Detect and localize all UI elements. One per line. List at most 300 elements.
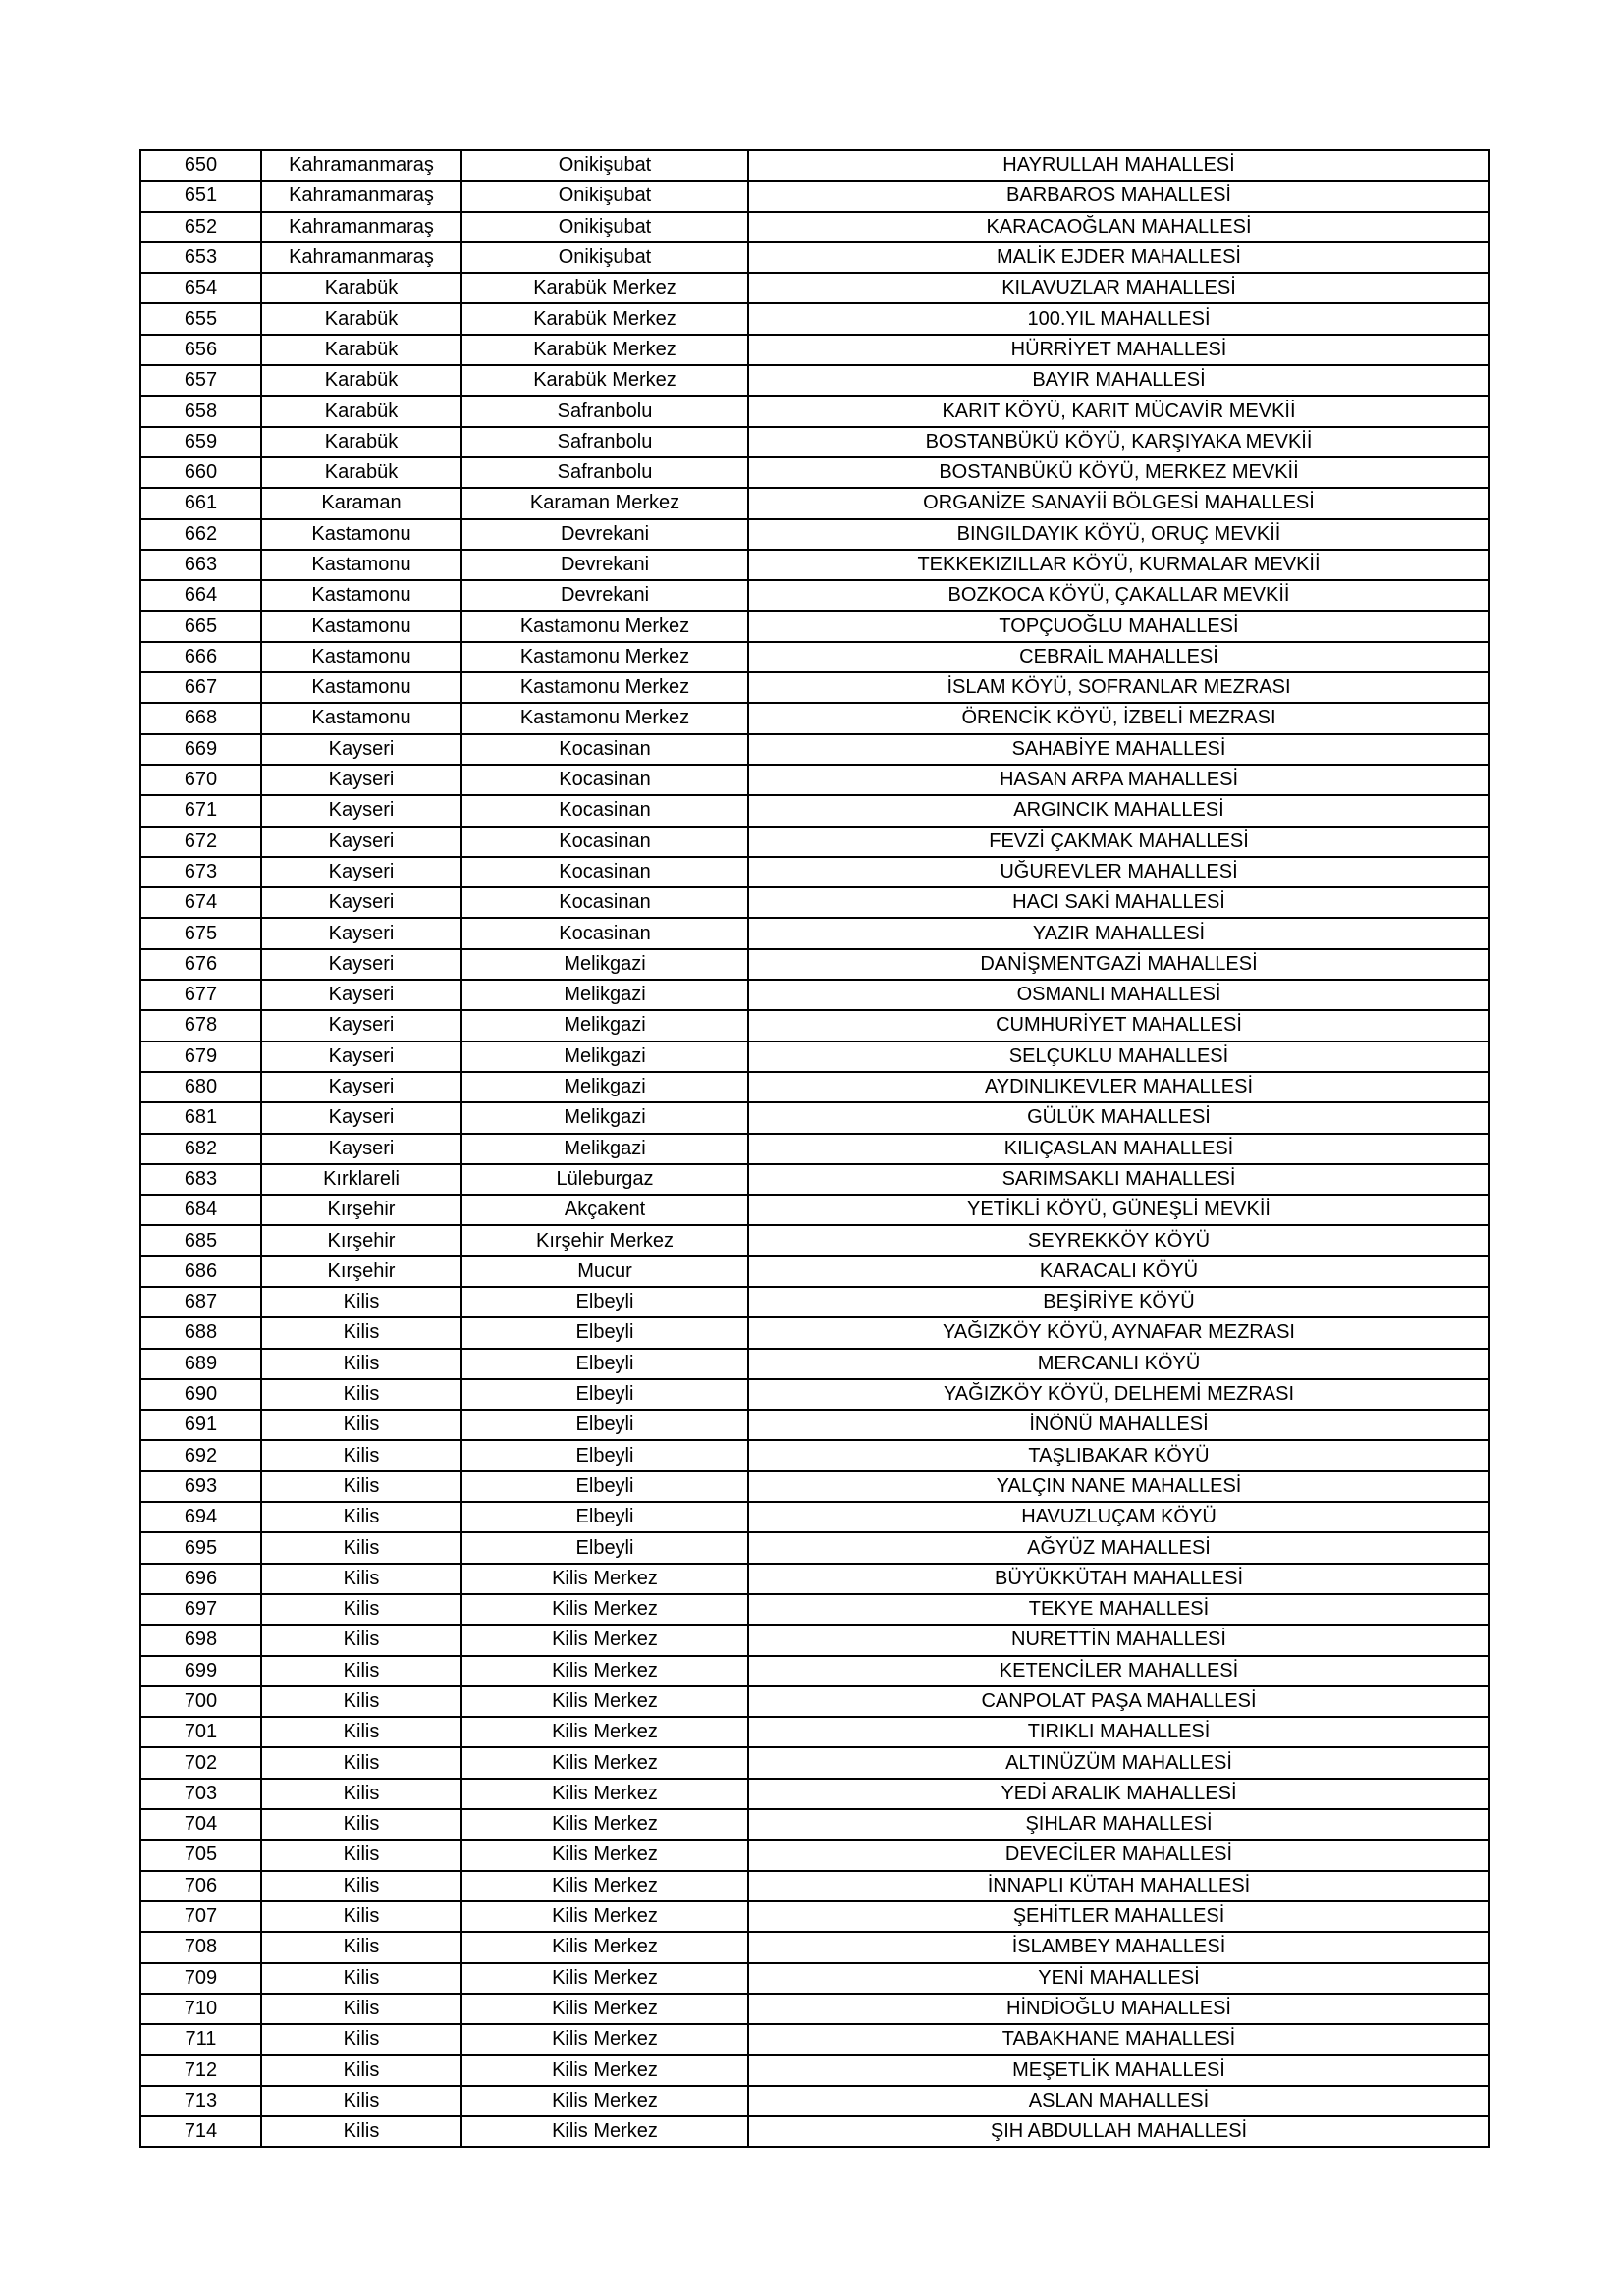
table-row: [140, 335, 1489, 365]
province-cell: Kilis: [261, 1994, 461, 2024]
row-number-cell: 659: [140, 427, 261, 457]
table-row: [140, 1072, 1489, 1102]
province-cell: Karabük: [261, 365, 461, 396]
location-cell: ALTINÜZÜM MAHALLESİ: [748, 1747, 1489, 1778]
row-number-cell: 665: [140, 611, 261, 641]
district-cell: Lüleburgaz: [461, 1164, 748, 1195]
district-cell: Onikişubat: [461, 242, 748, 273]
district-cell: Kilis Merkez: [461, 1871, 748, 1901]
district-cell: Kilis Merkez: [461, 2116, 748, 2147]
table-row: [140, 550, 1489, 580]
province-cell: Kayseri: [261, 887, 461, 918]
location-cell: İNÖNÜ MAHALLESİ: [748, 1410, 1489, 1440]
row-number-cell: 713: [140, 2086, 261, 2116]
district-cell: Kilis Merkez: [461, 1963, 748, 1994]
location-cell: ŞIH ABDULLAH MAHALLESİ: [748, 2116, 1489, 2147]
province-cell: Kilis: [261, 1440, 461, 1470]
row-number-cell: 696: [140, 1564, 261, 1594]
province-cell: Kilis: [261, 1686, 461, 1717]
row-number-cell: 669: [140, 734, 261, 765]
district-cell: Devrekani: [461, 550, 748, 580]
row-number-cell: 681: [140, 1102, 261, 1133]
district-cell: Kilis Merkez: [461, 1564, 748, 1594]
table-row: [140, 1901, 1489, 1932]
district-cell: Kocasinan: [461, 734, 748, 765]
district-cell: Kilis Merkez: [461, 1779, 748, 1809]
row-number-cell: 685: [140, 1225, 261, 1255]
province-cell: Kayseri: [261, 1102, 461, 1133]
row-number-cell: 661: [140, 488, 261, 518]
row-number-cell: 674: [140, 887, 261, 918]
province-cell: Kayseri: [261, 1134, 461, 1164]
table-row: [140, 1502, 1489, 1532]
row-number-cell: 703: [140, 1779, 261, 1809]
table-row: [140, 2024, 1489, 2055]
table-row: [140, 611, 1489, 641]
location-cell: HAVUZLUÇAM KÖYÜ: [748, 1502, 1489, 1532]
district-cell: Kilis Merkez: [461, 1686, 748, 1717]
table-row: [140, 1134, 1489, 1164]
table-row: [140, 1932, 1489, 1962]
location-cell: TEKKEKIZILLAR KÖYÜ, KURMALAR MEVKİİ: [748, 550, 1489, 580]
table-row: [140, 212, 1489, 242]
location-cell: HÜRRİYET MAHALLESİ: [748, 335, 1489, 365]
province-cell: Kayseri: [261, 1072, 461, 1102]
district-cell: Melikgazi: [461, 1072, 748, 1102]
province-cell: Kahramanmaraş: [261, 212, 461, 242]
table-row: [140, 827, 1489, 857]
location-cell: ÖRENCİK KÖYÜ, İZBELİ MEZRASI: [748, 703, 1489, 733]
row-number-cell: 671: [140, 795, 261, 826]
location-cell: YAĞIZKÖY KÖYÜ, AYNAFAR MEZRASI: [748, 1317, 1489, 1348]
row-number-cell: 701: [140, 1717, 261, 1747]
district-cell: Elbeyli: [461, 1502, 748, 1532]
location-cell: İSLAM KÖYÜ, SOFRANLAR MEZRASI: [748, 672, 1489, 703]
location-cell: DANİŞMENTGAZİ MAHALLESİ: [748, 949, 1489, 980]
table-row: [140, 1440, 1489, 1470]
row-number-cell: 706: [140, 1871, 261, 1901]
district-cell: Karabük Merkez: [461, 303, 748, 334]
district-cell: Kocasinan: [461, 795, 748, 826]
table-row: [140, 242, 1489, 273]
province-cell: Kilis: [261, 1779, 461, 1809]
location-cell: TABAKHANE MAHALLESİ: [748, 2024, 1489, 2055]
location-cell: BINGILDAYIK KÖYÜ, ORUÇ MEVKİİ: [748, 519, 1489, 550]
province-cell: Kahramanmaraş: [261, 150, 461, 181]
district-cell: Kilis Merkez: [461, 1932, 748, 1962]
location-cell: BOSTANBÜKÜ KÖYÜ, KARŞIYAKA MEVKİİ: [748, 427, 1489, 457]
table-row: [140, 1594, 1489, 1625]
table-row: [140, 1349, 1489, 1379]
row-number-cell: 678: [140, 1010, 261, 1041]
table-row: [140, 1317, 1489, 1348]
province-cell: Kilis: [261, 2024, 461, 2055]
province-cell: Karabük: [261, 303, 461, 334]
location-cell: SEYREKKÖY KÖYÜ: [748, 1225, 1489, 1255]
province-cell: Karabük: [261, 457, 461, 488]
province-cell: Kayseri: [261, 918, 461, 948]
province-cell: Kilis: [261, 2086, 461, 2116]
row-number-cell: 710: [140, 1994, 261, 2024]
table-row: [140, 734, 1489, 765]
row-number-cell: 672: [140, 827, 261, 857]
location-cell: CANPOLAT PAŞA MAHALLESİ: [748, 1686, 1489, 1717]
district-cell: Kilis Merkez: [461, 1625, 748, 1655]
province-cell: Kilis: [261, 1871, 461, 1901]
table-row: [140, 857, 1489, 887]
table-row: [140, 1471, 1489, 1502]
row-number-cell: 709: [140, 1963, 261, 1994]
district-cell: Karaman Merkez: [461, 488, 748, 518]
table-row: [140, 580, 1489, 611]
row-number-cell: 656: [140, 335, 261, 365]
row-number-cell: 652: [140, 212, 261, 242]
location-cell: BOZKOCA KÖYÜ, ÇAKALLAR MEVKİİ: [748, 580, 1489, 611]
district-cell: Elbeyli: [461, 1379, 748, 1410]
location-cell: YETİKLİ KÖYÜ, GÜNEŞLİ MEVKİİ: [748, 1195, 1489, 1225]
location-cell: 100.YIL MAHALLESİ: [748, 303, 1489, 334]
location-cell: TAŞLIBAKAR KÖYÜ: [748, 1440, 1489, 1470]
location-cell: HİNDİOĞLU MAHALLESİ: [748, 1994, 1489, 2024]
row-number-cell: 707: [140, 1901, 261, 1932]
location-cell: SARIMSAKLI MAHALLESİ: [748, 1164, 1489, 1195]
row-number-cell: 688: [140, 1317, 261, 1348]
province-cell: Kilis: [261, 1594, 461, 1625]
table-row: [140, 2055, 1489, 2085]
location-cell: İNNAPLI KÜTAH MAHALLESİ: [748, 1871, 1489, 1901]
row-number-cell: 705: [140, 1840, 261, 1870]
row-number-cell: 660: [140, 457, 261, 488]
table-row: [140, 1379, 1489, 1410]
province-cell: Kilis: [261, 1901, 461, 1932]
district-cell: Kilis Merkez: [461, 1901, 748, 1932]
row-number-cell: 680: [140, 1072, 261, 1102]
row-number-cell: 653: [140, 242, 261, 273]
district-cell: Elbeyli: [461, 1287, 748, 1317]
table-row: [140, 1871, 1489, 1901]
row-number-cell: 655: [140, 303, 261, 334]
province-cell: Kırşehir: [261, 1225, 461, 1255]
province-cell: Kilis: [261, 1287, 461, 1317]
table-row: [140, 1410, 1489, 1440]
province-cell: Kilis: [261, 1349, 461, 1379]
table-row: [140, 1102, 1489, 1133]
district-cell: Kastamonu Merkez: [461, 703, 748, 733]
table-row: [140, 396, 1489, 426]
location-cell: AĞYÜZ MAHALLESİ: [748, 1532, 1489, 1563]
province-cell: Kayseri: [261, 795, 461, 826]
province-cell: Kilis: [261, 1317, 461, 1348]
district-cell: Onikişubat: [461, 181, 748, 211]
table-body: [140, 150, 1489, 2147]
district-cell: Melikgazi: [461, 1041, 748, 1072]
row-number-cell: 695: [140, 1532, 261, 1563]
province-cell: Kayseri: [261, 1041, 461, 1072]
table-row: [140, 457, 1489, 488]
province-cell: Kahramanmaraş: [261, 181, 461, 211]
table-row: [140, 1717, 1489, 1747]
row-number-cell: 702: [140, 1747, 261, 1778]
row-number-cell: 708: [140, 1932, 261, 1962]
row-number-cell: 654: [140, 273, 261, 303]
table-row: [140, 2086, 1489, 2116]
row-number-cell: 670: [140, 765, 261, 795]
row-number-cell: 691: [140, 1410, 261, 1440]
location-cell: BAYIR MAHALLESİ: [748, 365, 1489, 396]
location-cell: HAYRULLAH MAHALLESİ: [748, 150, 1489, 181]
row-number-cell: 662: [140, 519, 261, 550]
location-cell: KARACAOĞLAN MAHALLESİ: [748, 212, 1489, 242]
row-number-cell: 683: [140, 1164, 261, 1195]
location-cell: HASAN ARPA MAHALLESİ: [748, 765, 1489, 795]
district-cell: Karabük Merkez: [461, 273, 748, 303]
row-number-cell: 663: [140, 550, 261, 580]
district-cell: Elbeyli: [461, 1410, 748, 1440]
province-cell: Kilis: [261, 1410, 461, 1440]
row-number-cell: 690: [140, 1379, 261, 1410]
location-cell: BOSTANBÜKÜ KÖYÜ, MERKEZ MEVKİİ: [748, 457, 1489, 488]
province-cell: Kilis: [261, 2055, 461, 2085]
table-row: [140, 1686, 1489, 1717]
table-row: [140, 1779, 1489, 1809]
row-number-cell: 668: [140, 703, 261, 733]
province-cell: Kastamonu: [261, 611, 461, 641]
district-cell: Elbeyli: [461, 1349, 748, 1379]
table-row: [140, 795, 1489, 826]
location-cell: ŞIHLAR MAHALLESİ: [748, 1809, 1489, 1840]
table-row: [140, 365, 1489, 396]
table-row: [140, 181, 1489, 211]
table-row: [140, 1256, 1489, 1287]
table-row: [140, 519, 1489, 550]
province-cell: Kilis: [261, 1656, 461, 1686]
row-number-cell: 692: [140, 1440, 261, 1470]
district-cell: Kilis Merkez: [461, 1994, 748, 2024]
table-row: [140, 1225, 1489, 1255]
row-number-cell: 699: [140, 1656, 261, 1686]
district-cell: Kilis Merkez: [461, 1717, 748, 1747]
table-row: [140, 765, 1489, 795]
row-number-cell: 679: [140, 1041, 261, 1072]
district-cell: Kilis Merkez: [461, 2024, 748, 2055]
province-cell: Karabük: [261, 396, 461, 426]
location-cell: SAHABİYE MAHALLESİ: [748, 734, 1489, 765]
district-cell: Kilis Merkez: [461, 2086, 748, 2116]
district-cell: Kilis Merkez: [461, 1747, 748, 1778]
province-cell: Kilis: [261, 1809, 461, 1840]
table-row: [140, 918, 1489, 948]
location-cell: YENİ MAHALLESİ: [748, 1963, 1489, 1994]
location-cell: TIRIKLI MAHALLESİ: [748, 1717, 1489, 1747]
province-cell: Karaman: [261, 488, 461, 518]
province-cell: Kilis: [261, 1502, 461, 1532]
province-cell: Kırşehir: [261, 1195, 461, 1225]
location-cell: FEVZİ ÇAKMAK MAHALLESİ: [748, 827, 1489, 857]
location-cell: UĞUREVLER MAHALLESİ: [748, 857, 1489, 887]
row-number-cell: 686: [140, 1256, 261, 1287]
province-cell: Kastamonu: [261, 550, 461, 580]
table-row: [140, 1963, 1489, 1994]
row-number-cell: 714: [140, 2116, 261, 2147]
table-row: [140, 1747, 1489, 1778]
province-cell: Kilis: [261, 1379, 461, 1410]
table-row: [140, 2116, 1489, 2147]
location-cell: GÜLÜK MAHALLESİ: [748, 1102, 1489, 1133]
row-number-cell: 651: [140, 181, 261, 211]
row-number-cell: 677: [140, 980, 261, 1010]
district-cell: Kilis Merkez: [461, 2055, 748, 2085]
table-row: [140, 1564, 1489, 1594]
location-cell: MALİK EJDER MAHALLESİ: [748, 242, 1489, 273]
district-cell: Karabük Merkez: [461, 335, 748, 365]
location-cell: YALÇIN NANE MAHALLESİ: [748, 1471, 1489, 1502]
location-cell: İSLAMBEY MAHALLESİ: [748, 1932, 1489, 1962]
table-row: [140, 1625, 1489, 1655]
province-cell: Kayseri: [261, 980, 461, 1010]
location-cell: AYDINLIKEVLER MAHALLESİ: [748, 1072, 1489, 1102]
province-cell: Kilis: [261, 1564, 461, 1594]
location-cell: TEKYE MAHALLESİ: [748, 1594, 1489, 1625]
row-number-cell: 694: [140, 1502, 261, 1532]
district-cell: Kilis Merkez: [461, 1594, 748, 1625]
row-number-cell: 684: [140, 1195, 261, 1225]
table-row: [140, 887, 1489, 918]
district-cell: Kırşehir Merkez: [461, 1225, 748, 1255]
location-cell: KARACALI KÖYÜ: [748, 1256, 1489, 1287]
row-number-cell: 704: [140, 1809, 261, 1840]
district-cell: Elbeyli: [461, 1471, 748, 1502]
district-cell: Melikgazi: [461, 1010, 748, 1041]
row-number-cell: 700: [140, 1686, 261, 1717]
province-cell: Kastamonu: [261, 519, 461, 550]
table-row: [140, 1010, 1489, 1041]
district-cell: Kastamonu Merkez: [461, 611, 748, 641]
district-cell: Akçakent: [461, 1195, 748, 1225]
row-number-cell: 664: [140, 580, 261, 611]
district-cell: Kilis Merkez: [461, 1809, 748, 1840]
table-row: [140, 1656, 1489, 1686]
district-cell: Safranbolu: [461, 457, 748, 488]
location-cell: ŞEHİTLER MAHALLESİ: [748, 1901, 1489, 1932]
province-cell: Kilis: [261, 1747, 461, 1778]
location-cell: MERCANLI KÖYÜ: [748, 1349, 1489, 1379]
location-table: [139, 149, 1490, 2148]
location-cell: CEBRAİL MAHALLESİ: [748, 642, 1489, 672]
table-row: [140, 1041, 1489, 1072]
location-cell: TOPÇUOĞLU MAHALLESİ: [748, 611, 1489, 641]
district-cell: Elbeyli: [461, 1532, 748, 1563]
row-number-cell: 711: [140, 2024, 261, 2055]
location-cell: MEŞETLİK MAHALLESİ: [748, 2055, 1489, 2085]
district-cell: Kastamonu Merkez: [461, 672, 748, 703]
province-cell: Kastamonu: [261, 672, 461, 703]
district-cell: Onikişubat: [461, 212, 748, 242]
district-cell: Elbeyli: [461, 1440, 748, 1470]
table-row: [140, 488, 1489, 518]
location-cell: YAĞIZKÖY KÖYÜ, DELHEMİ MEZRASI: [748, 1379, 1489, 1410]
district-cell: Devrekani: [461, 580, 748, 611]
table-row: [140, 949, 1489, 980]
row-number-cell: 697: [140, 1594, 261, 1625]
table-row: [140, 1994, 1489, 2024]
location-cell: HACI SAKİ MAHALLESİ: [748, 887, 1489, 918]
district-cell: Kocasinan: [461, 827, 748, 857]
location-cell: KILIÇASLAN MAHALLESİ: [748, 1134, 1489, 1164]
district-cell: Kocasinan: [461, 918, 748, 948]
district-cell: Melikgazi: [461, 1134, 748, 1164]
table-row: [140, 980, 1489, 1010]
province-cell: Kayseri: [261, 949, 461, 980]
district-cell: Mucur: [461, 1256, 748, 1287]
province-cell: Kırklareli: [261, 1164, 461, 1195]
location-cell: SELÇUKLU MAHALLESİ: [748, 1041, 1489, 1072]
district-cell: Devrekani: [461, 519, 748, 550]
province-cell: Kilis: [261, 1717, 461, 1747]
district-cell: Melikgazi: [461, 980, 748, 1010]
location-cell: BARBAROS MAHALLESİ: [748, 181, 1489, 211]
district-cell: Kocasinan: [461, 887, 748, 918]
table-row: [140, 1164, 1489, 1195]
row-number-cell: 658: [140, 396, 261, 426]
province-cell: Kayseri: [261, 827, 461, 857]
row-number-cell: 689: [140, 1349, 261, 1379]
district-cell: Onikişubat: [461, 150, 748, 181]
location-cell: ARGINCIK MAHALLESİ: [748, 795, 1489, 826]
table-row: [140, 642, 1489, 672]
province-cell: Kilis: [261, 2116, 461, 2147]
table-row: [140, 672, 1489, 703]
province-cell: Kilis: [261, 1963, 461, 1994]
province-cell: Kilis: [261, 1471, 461, 1502]
location-cell: NURETTİN MAHALLESİ: [748, 1625, 1489, 1655]
table-row: [140, 1809, 1489, 1840]
location-cell: KILAVUZLAR MAHALLESİ: [748, 273, 1489, 303]
location-cell: ORGANİZE SANAYİİ BÖLGESİ MAHALLESİ: [748, 488, 1489, 518]
location-cell: DEVECİLER MAHALLESİ: [748, 1840, 1489, 1870]
province-cell: Karabük: [261, 427, 461, 457]
province-cell: Kırşehir: [261, 1256, 461, 1287]
table-row: [140, 1532, 1489, 1563]
province-cell: Kahramanmaraş: [261, 242, 461, 273]
district-cell: Safranbolu: [461, 427, 748, 457]
table-row: [140, 150, 1489, 181]
district-cell: Kocasinan: [461, 857, 748, 887]
table-row: [140, 1840, 1489, 1870]
row-number-cell: 676: [140, 949, 261, 980]
row-number-cell: 712: [140, 2055, 261, 2085]
district-cell: Safranbolu: [461, 396, 748, 426]
table-row: [140, 303, 1489, 334]
row-number-cell: 650: [140, 150, 261, 181]
row-number-cell: 687: [140, 1287, 261, 1317]
row-number-cell: 666: [140, 642, 261, 672]
district-cell: Kilis Merkez: [461, 1656, 748, 1686]
row-number-cell: 682: [140, 1134, 261, 1164]
district-cell: Kastamonu Merkez: [461, 642, 748, 672]
province-cell: Kilis: [261, 1532, 461, 1563]
location-cell: ASLAN MAHALLESİ: [748, 2086, 1489, 2116]
table-row: [140, 703, 1489, 733]
district-cell: Elbeyli: [461, 1317, 748, 1348]
province-cell: Kastamonu: [261, 703, 461, 733]
row-number-cell: 698: [140, 1625, 261, 1655]
location-cell: YEDİ ARALIK MAHALLESİ: [748, 1779, 1489, 1809]
table-row: [140, 1287, 1489, 1317]
row-number-cell: 675: [140, 918, 261, 948]
province-cell: Kayseri: [261, 734, 461, 765]
row-number-cell: 657: [140, 365, 261, 396]
district-cell: Melikgazi: [461, 949, 748, 980]
